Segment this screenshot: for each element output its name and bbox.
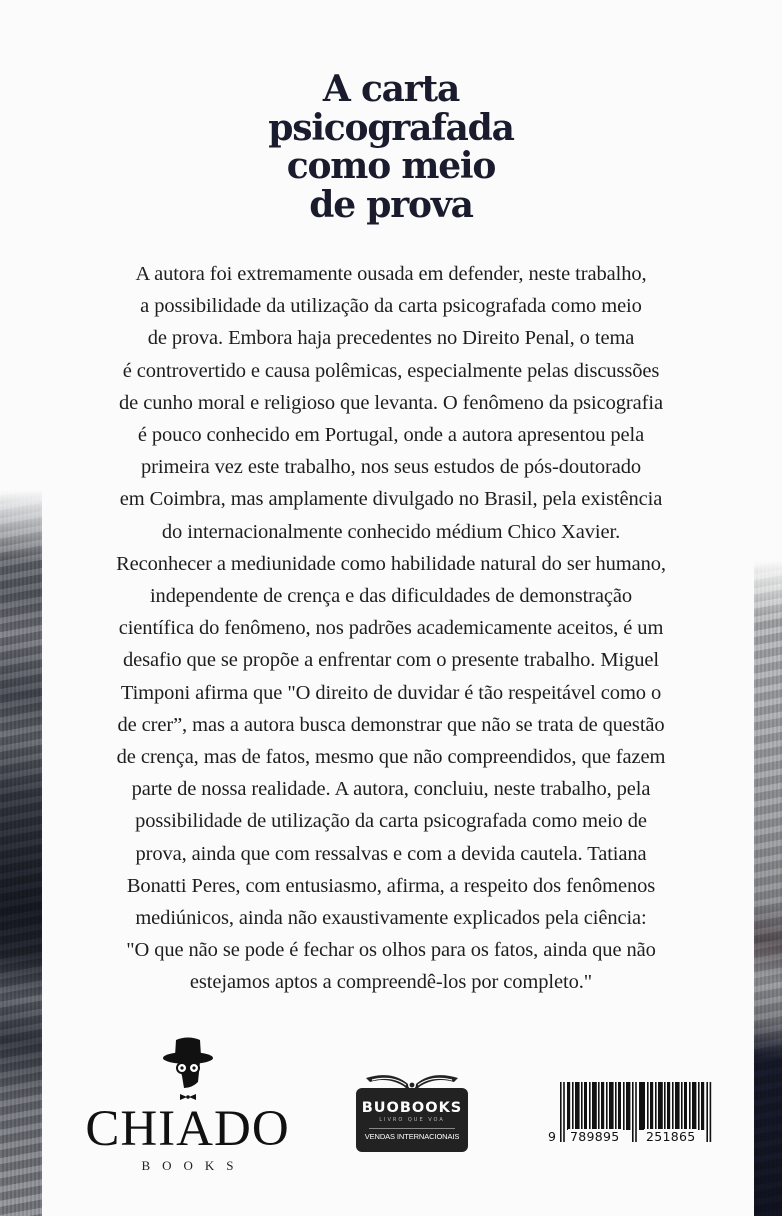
buobooks-badge: [356, 1070, 468, 1152]
blurb-line: científica do fenômeno, nos padrões academicamente aceitos, é um: [118, 617, 664, 640]
isbn-right-group: 251865: [646, 1129, 696, 1144]
blurb-line: A autora foi extremamente ousada em defender, neste trabalho,: [135, 263, 647, 285]
blurb-line: é pouco conhecido em Portugal, onde a autora apresentou pela: [137, 424, 645, 447]
divider: [369, 1128, 455, 1129]
blurb-line: de crer”, mas a autora busca demonstrar que não se trata de questão: [117, 713, 665, 736]
title-line: psicografada: [268, 106, 514, 149]
blurb-line: é controvertido e causa polêmicas, especialmente pelas discussões: [122, 359, 660, 382]
buobooks-label-box: [356, 1088, 468, 1152]
background-photo-strip-right: [754, 560, 782, 1216]
blurb-line: de crença, mas de fatos, mesmo que não compreendidos, que fazem: [116, 746, 666, 769]
man-with-hat-and-glasses-icon: [162, 1036, 214, 1102]
blurb-line: Timponi afirma que "O direito de duvidar é tão respeitável como o: [120, 681, 662, 704]
blurb-line: "O que não se pode é fechar os olhos para os fatos, ainda que não: [126, 939, 656, 962]
chiado-books-logo: [80, 1036, 295, 1186]
blurb-line: desafio que se propõe a enfrentar com o presente trabalho. Miguel: [123, 649, 659, 672]
background-photo-strip-left: [0, 490, 42, 1216]
isbn-digits: [548, 1129, 716, 1147]
isbn-barcode: [548, 1082, 716, 1150]
blurb-line: prova, ainda que com ressalvas e com a devida cautela. Tatiana: [135, 842, 647, 865]
book-title: [0, 70, 782, 224]
blurb-line: Bonatti Peres, com entusiasmo, afirma, a respeito dos fenômenos: [126, 874, 656, 897]
title-line: A carta: [322, 68, 460, 110]
blurb-line: possibilidade de utilização da carta psicografada como meio de: [135, 810, 647, 833]
blurb-line: mediúnicos, ainda não exaustivamente explicados pela ciência:: [135, 907, 647, 930]
publisher-name: CHIADO: [85, 1101, 290, 1157]
blurb-line: do internacionalmente conhecido médium Chico Xavier.: [161, 520, 621, 543]
distributor-tagline: LIVRO QUE VOA: [379, 1117, 445, 1123]
blurb-line: parte de nossa realidade. A autora, concluiu, neste trabalho, pela: [131, 778, 651, 801]
blurb-line: a possibilidade da utilização da carta psicografada como meio: [140, 295, 642, 318]
blurb-line: de prova. Embora haja precedentes no Direito Penal, o tema: [147, 327, 635, 350]
blurb-line: independente de crença e das dificuldades de demonstração: [149, 585, 633, 608]
blurb-line: Reconhecer a mediunidade como habilidade natural do ser humano,: [116, 552, 666, 575]
isbn-left-group: 789895: [570, 1129, 620, 1144]
blurb-line: em Coimbra, mas amplamente divulgado no Brasil, pela existência: [119, 488, 663, 511]
isbn-first-digit: 9: [548, 1129, 556, 1144]
distributor-sub: VENDAS INTERNACIONAIS: [364, 1132, 460, 1141]
blurb-line: primeira vez este trabalho, nos seus estudos de pós-doutorado: [140, 456, 641, 479]
distributor-name: BUOBOOKS: [361, 1100, 463, 1116]
title-line: como meio: [286, 145, 496, 187]
blurb-line: estejamos aptos a compreendê-los por completo.": [189, 971, 593, 994]
publisher-sub: BOOKS: [141, 1158, 246, 1173]
back-cover-blurb: [60, 258, 722, 999]
blurb-line: de cunho moral e religioso que levanta. O fenômeno da psicografia: [119, 391, 663, 414]
title-line: de prova: [309, 183, 473, 226]
